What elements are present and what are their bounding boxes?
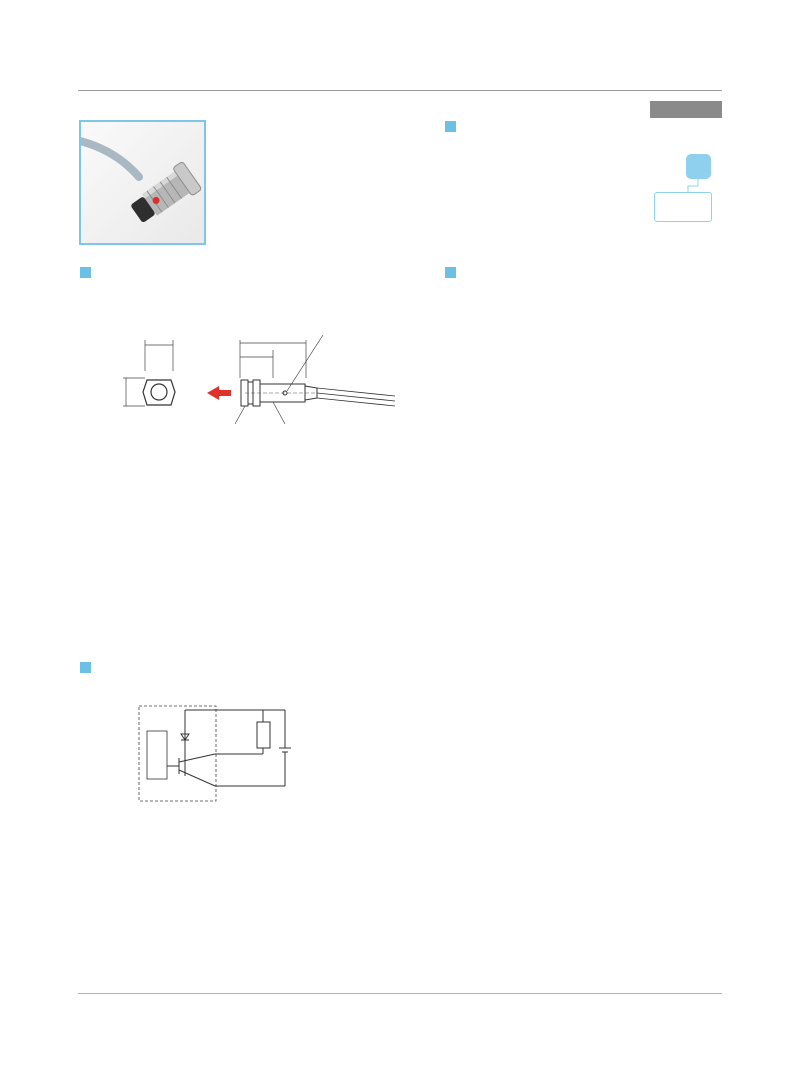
footer-divider xyxy=(78,993,722,994)
section-circuit xyxy=(80,662,96,675)
header-divider xyxy=(78,90,722,91)
circuit-diagram xyxy=(135,696,305,806)
section-marker-icon xyxy=(80,662,91,673)
wire-type-badge xyxy=(650,101,722,118)
section-marker-icon xyxy=(445,121,456,132)
section-model xyxy=(445,121,461,134)
product-photo xyxy=(79,120,206,245)
section-marker-icon xyxy=(445,267,456,278)
section-marker-icon xyxy=(80,267,91,278)
direction-arrow-icon xyxy=(207,386,231,400)
section-appearance xyxy=(80,267,96,280)
model-note xyxy=(654,192,712,222)
sidebar xyxy=(757,82,800,1007)
outline-drawing xyxy=(95,318,425,443)
section-spec xyxy=(445,267,461,280)
